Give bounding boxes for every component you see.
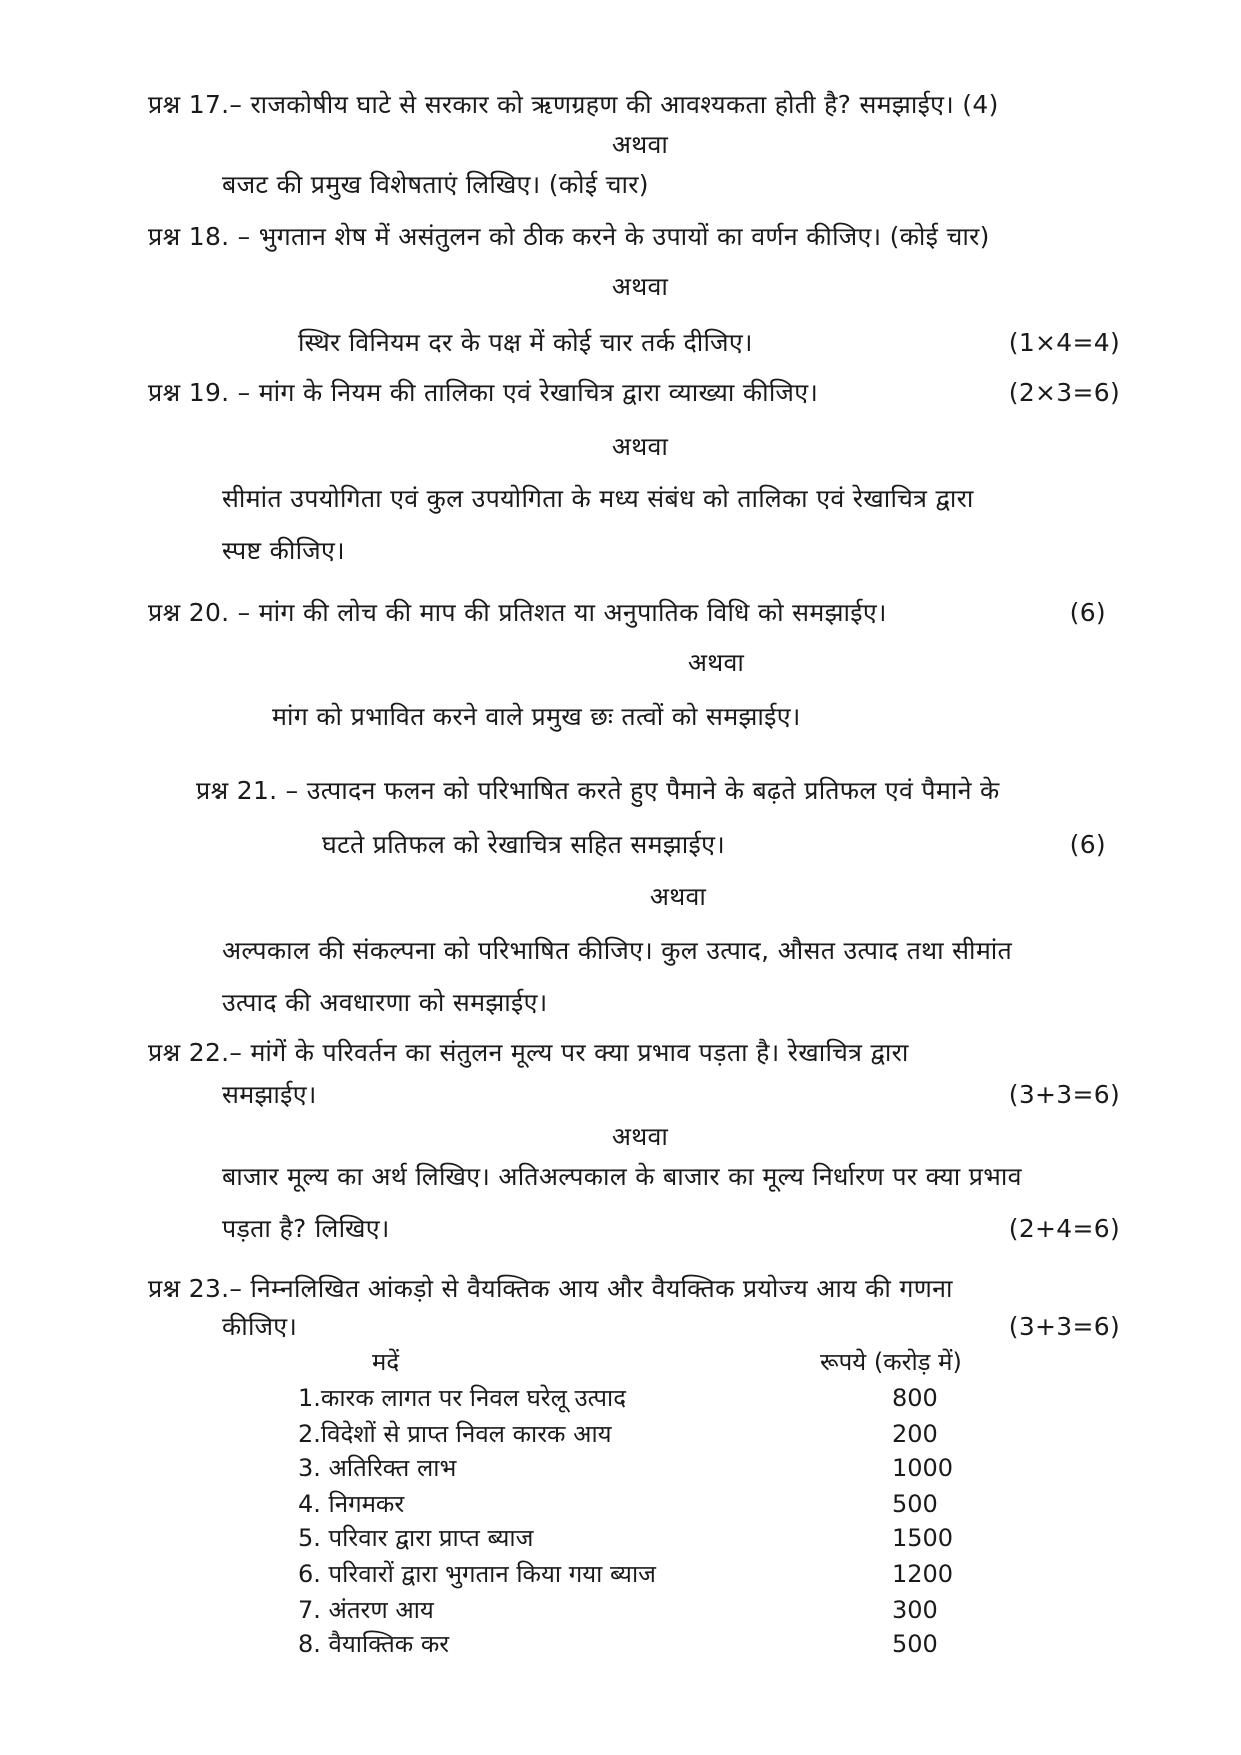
question-19-alternative-line-2: स्पष्ट कीजिए। (222, 536, 345, 565)
table-header-items: मदें (372, 1348, 400, 1376)
question-22-alternative-line-2: पड़ता है? लिखिए। (222, 1214, 390, 1243)
question-18: प्रश्न 18. – भुगतान शेष में असंतुलन को ठीक करने के उपायों का वर्णन कीजिए। (कोई चार) (148, 222, 990, 251)
question-20: प्रश्न 20. – मांग की लोच की माप की प्रतिशत या अनुपातिक विधि को समझाईए। (148, 598, 887, 627)
question-21-line-2: घटते प्रतिफल को रेखाचित्र सहित समझाईए। (322, 830, 726, 859)
table-row-item: 2.विदेशों से प्राप्त निवल कारक आय (298, 1420, 612, 1448)
question-22-alt-marks: (2+4=6) (1008, 1214, 1120, 1243)
question-20-alternative: मांग को प्रभावित करने वाले प्रमुख छः तत्वों को समझाईए। (272, 702, 801, 731)
question-17: प्रश्न 17.– राजकोषीय घाटे से सरकार को ऋणग्रहण की आवश्यकता होती है? समझाईए। (4) (148, 90, 999, 119)
table-row-value: 300 (892, 1596, 938, 1624)
or-label: अथवा (611, 1122, 669, 1151)
question-23-line-1: प्रश्न 23.– निम्नलिखित आंकड़ो से वैयक्तिक आय और वैयक्तिक प्रयोज्य आय की गणना (148, 1274, 953, 1303)
question-23-line-2: कीजिए। (222, 1312, 298, 1341)
question-18-alternative: स्थिर विनियम दर के पक्ष में कोई चार तर्क दीजिए। (298, 328, 753, 357)
table-row-value: 800 (892, 1384, 938, 1412)
question-22-line-2: समझाईए। (222, 1080, 317, 1109)
or-label: अथवा (649, 882, 707, 911)
or-label: अथवा (611, 130, 669, 159)
table-row-value: 1500 (892, 1524, 954, 1552)
question-18-alt-marks: (1×4=4) (1008, 328, 1120, 357)
question-21-line-1: प्रश्न 21. – उत्पादन फलन को परिभाषित करते हुए पैमाने के बढ़ते प्रतिफल एवं पैमाने के (196, 776, 1000, 805)
question-21-alternative-line-1: अल्पकाल की संकल्पना को परिभाषित कीजिए। कुल उत्पाद, औसत उत्पाद तथा सीमांत (222, 936, 1013, 965)
table-row-value: 200 (892, 1420, 938, 1448)
table-row-item: 3. अतिरिक्त लाभ (298, 1454, 457, 1482)
table-row-item: 4. निगमकर (298, 1490, 405, 1518)
or-label: अथवा (687, 648, 745, 677)
question-19: प्रश्न 19. – मांग के नियम की तालिका एवं रेखाचित्र द्वारा व्याख्या कीजिए। (148, 378, 819, 407)
or-label: अथवा (611, 432, 669, 461)
question-22-marks: (3+3=6) (1008, 1080, 1120, 1109)
question-21-marks: (6) (1069, 830, 1106, 859)
table-row-item: 8. वैयाक्तिक कर (298, 1630, 450, 1658)
question-20-marks: (6) (1069, 598, 1106, 627)
table-row-value: 500 (892, 1630, 938, 1658)
question-19-alternative-line-1: सीमांत उपयोगिता एवं कुल उपयोगिता के मध्य संबंध को तालिका एवं रेखाचित्र द्वारा (222, 484, 974, 513)
table-row-item: 5. परिवार द्वारा प्राप्त ब्याज (298, 1524, 534, 1552)
table-row-value: 500 (892, 1490, 938, 1518)
question-22-line-1: प्रश्न 22.– मांगें के परिवर्तन का संतुलन मूल्य पर क्या प्रभाव पड़ता है। रेखाचित्र द्वारा (148, 1038, 909, 1067)
table-header-value: रूपये (करोड़ में) (820, 1348, 962, 1376)
table-row-value: 1000 (892, 1454, 954, 1482)
question-21-alternative-line-2: उत्पाद की अवधारणा को समझाईए। (222, 988, 548, 1017)
or-label: अथवा (611, 272, 669, 301)
table-row-item: 6. परिवारों द्वारा भुगतान किया गया ब्याज (298, 1560, 656, 1588)
table-row-item: 1.कारक लागत पर निवल घरेलू उत्पाद (298, 1384, 626, 1412)
table-row-value: 1200 (892, 1560, 954, 1588)
question-22-alternative-line-1: बाजार मूल्य का अर्थ लिखिए। अतिअल्पकाल के बाजार का मूल्य निर्धारण पर क्या प्रभाव (222, 1162, 1022, 1191)
question-23-marks: (3+3=6) (1008, 1312, 1120, 1341)
question-17-alternative: बजट की प्रमुख विशेषताएं लिखिए। (कोई चार) (222, 170, 649, 199)
question-19-marks: (2×3=6) (1008, 378, 1120, 407)
table-row-item: 7. अंतरण आय (298, 1596, 434, 1624)
